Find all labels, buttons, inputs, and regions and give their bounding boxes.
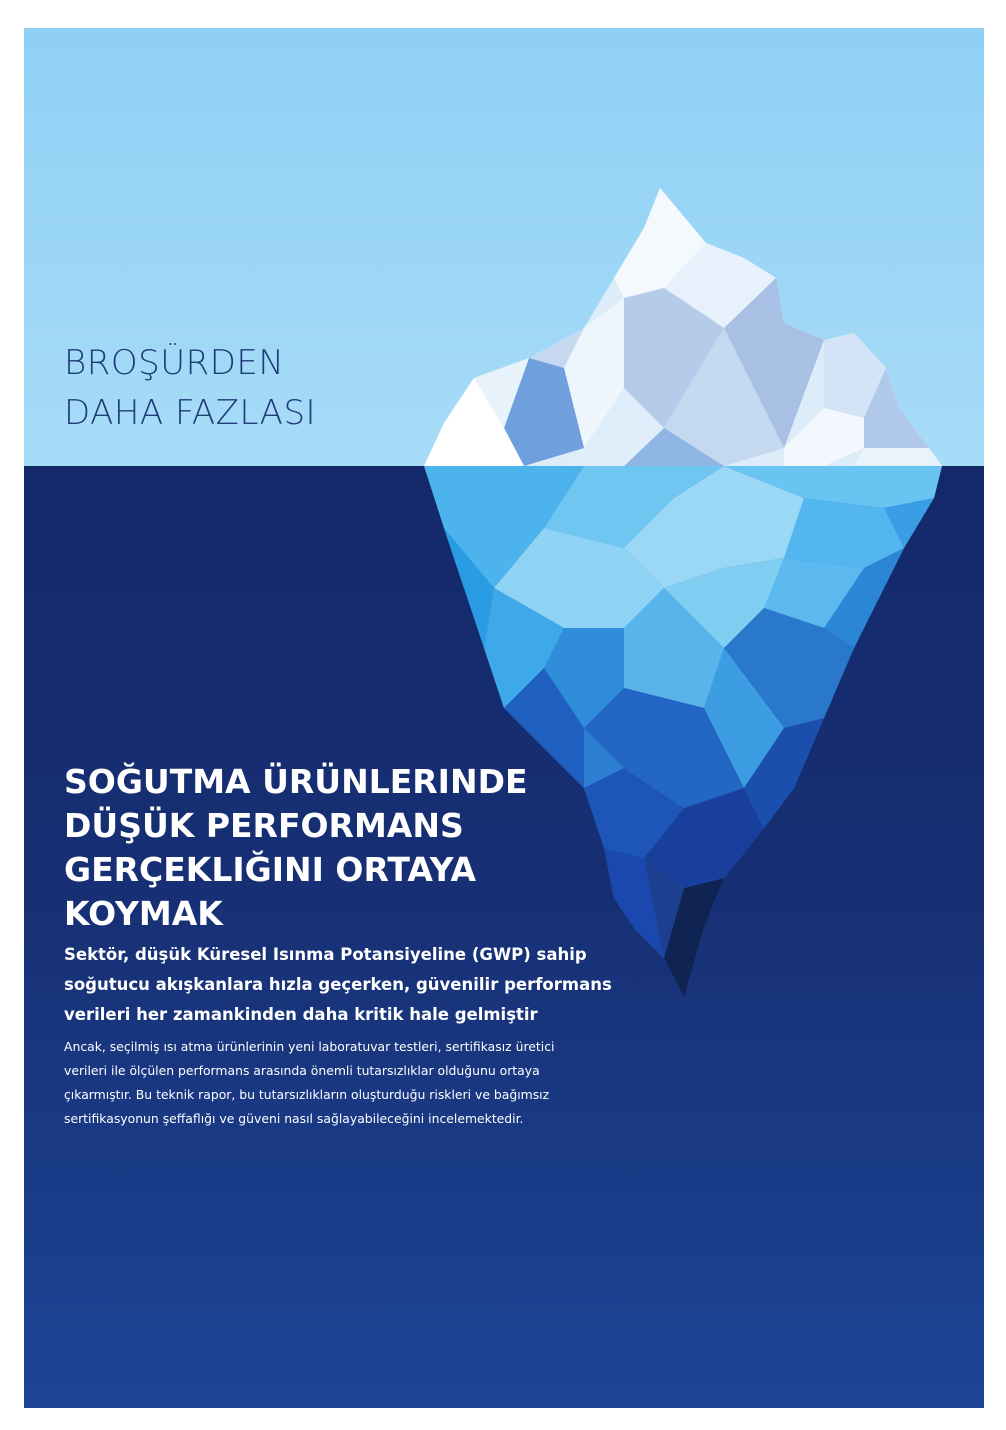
body-line: Ancak, seçilmiş ısı atma ürünlerinin yeni laboratuvar testleri, sertifikasız üretici [64,1039,555,1054]
body-line: verileri ile ölçülen performans arasında önemli tutarsızlıklar olduğunu ortaya [64,1063,540,1078]
lead-line: soğutucu akışkanlara hızla geçerken, güvenilir performans [64,975,612,994]
kicker-line: BROŞÜRDEN [64,343,285,383]
brochure-page [24,28,984,1408]
lead-line: verileri her zamankinden daha kritik hale gelmiştir [64,1005,538,1024]
lead-line: Sektör, düşük Küresel Isınma Potansiyeline (GWP) sahip [64,945,587,964]
section-kicker [64,338,424,438]
iceberg-icon [24,28,984,1408]
kicker-line: DAHA FAZLASI [64,393,317,433]
body-paragraph [64,1035,704,1131]
body-line: çıkarmıştır. Bu teknik rapor, bu tutarsızlıkların oluşturduğu riskleri ve bağımsız [64,1087,550,1102]
lead-paragraph [64,940,704,1030]
title-line: SOĞUTMA ÜRÜNLERINDE [64,762,528,801]
iceberg-tip [424,188,942,466]
title-line: DÜŞÜK PERFORMANS [64,806,464,845]
title-line: KOYMAK [64,894,223,933]
body-line: sertifikasyonun şeffaflığı ve güveni nasıl sağlayabileceğini incelemektedir. [64,1111,524,1126]
title-line: GERÇEKLIĞINI ORTAYA [64,850,477,889]
page-title [64,760,664,936]
